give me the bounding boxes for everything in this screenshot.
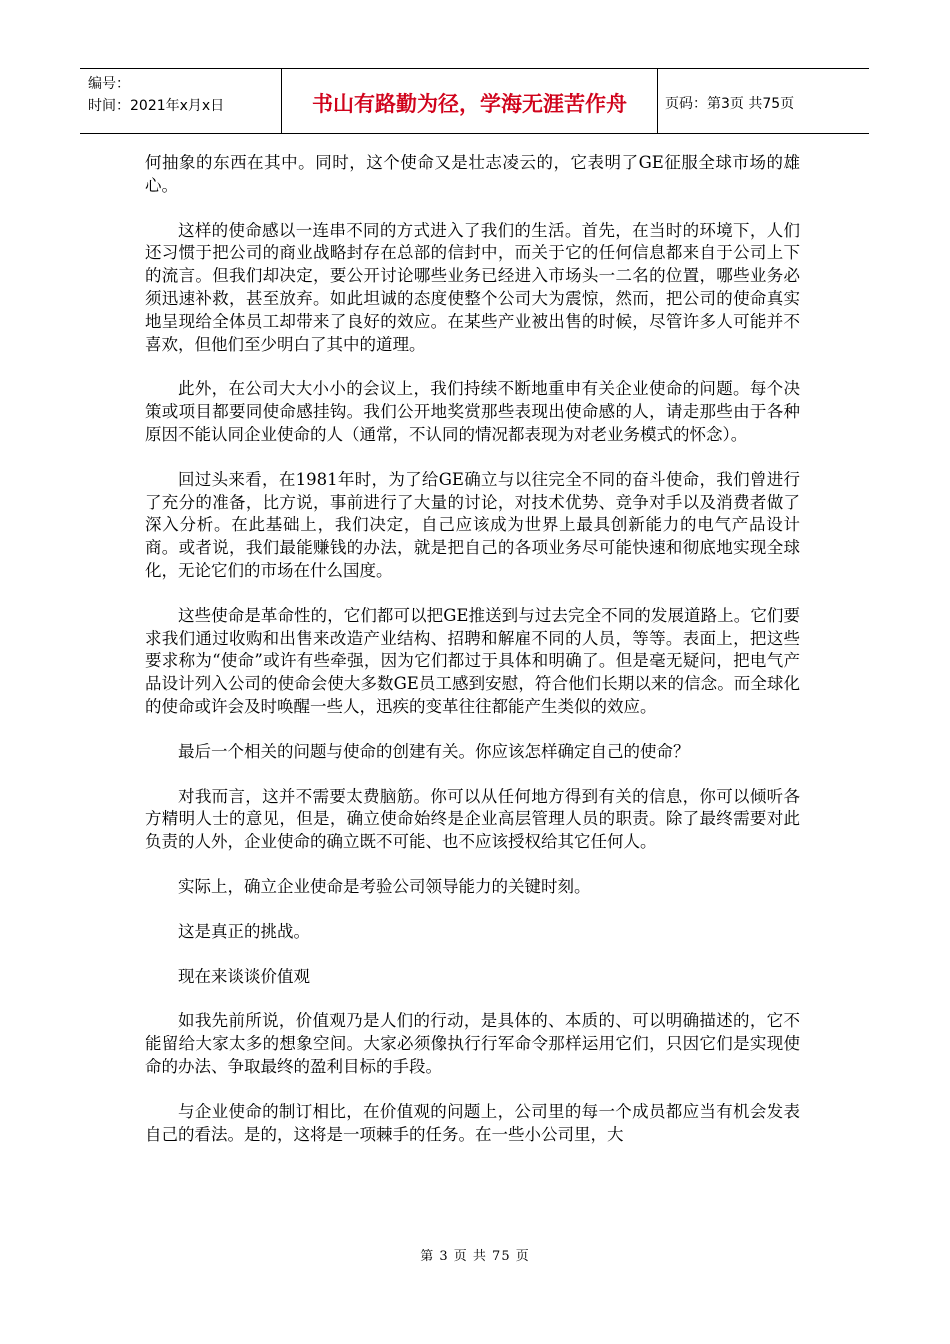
paragraph: 与企业使命的制订相比，在价值观的问题上，公司里的每一个成员都应当有机会发表自己的看法。是的，这将是一项棘手的任务。在一些小公司里，大 [145,1101,800,1144]
header-motto: 书山有路勤为径，学海无涯苦作舟 [282,69,658,133]
page-header [80,68,869,134]
paragraph: 实际上，确立企业使命是考验公司领导能力的关键时刻。 [178,876,591,896]
header-page-info: 页码：第3页 共75页 [665,96,795,112]
document-body [145,152,800,1168]
paragraph: 这样的使命感以一连串不同的方式进入了我们的生活。首先，在当时的环境下，人们还习惯于把公司的商业战略封存在总部的信封中，而关于它的任何信息都来自于公司上下的流言。但我们却决定，要公开讨论哪些业务已经进入市场头一二名的位置，哪些业务必须迅速补救，甚至放弃。如此坦诚的态度使整个公司大为震惊，然而，把公司的使命真实地呈现给全体员工却带来了良好的效应。在某些产业被出售的时候，尽管许多人可能并不喜欢，但他们至少明白了其中的道理。 [145,220,800,354]
paragraph: 这些使命是革命性的，它们都可以把GE推送到与过去完全不同的发展道路上。它们要求我们通过收购和出售来改造产业结构、招聘和解雇不同的人员，等等。表面上，把这些要求称为“使命”或许有些牵强，因为它们都过于具体和明确了。但是毫无疑问，把电气产品设计列入公司的使命会使大多数GE员工感到安慰，符合他们长期以来的信念。而全球化的使命或许会及时唤醒一些人，迅疾的变革往往都能产生类似的效应。 [145,605,800,716]
paragraph: 最后一个相关的问题与使命的创建有关。你应该怎样确定自己的使命？ [178,741,690,761]
page-footer: 第 3 页 共 75 页 [420,1249,530,1264]
document-date-label: 时间：2021年x月x日 [88,98,225,114]
paragraph: 如我先前所说，价值观乃是人们的行动，是具体的、本质的、可以明确描述的，它不能留给大家太多的想象空间。大家必须像执行行军命令那样运用它们，只因它们是实现使命的办法、争取最终的盈利目标的手段。 [145,1011,800,1076]
paragraph: 对我而言，这并不需要太费脑筋。你可以从任何地方得到有关的信息，你可以倾听各方精明人士的意见，但是，确立使命始终是企业高层管理人员的职责。除了最终需要对此负责的人外，企业使命的确立既不可能、也不应该授权给其它任何人。 [145,786,800,852]
paragraph: 这是真正的挑战。 [178,921,310,941]
paragraph: 此外，在公司大大小小的会议上，我们持续不断地重申有关企业使命的问题。每个决策或项目都要同使命感挂钩。我们公开地奖赏那些表现出使命感的人，请走那些由于各种原因不能认同企业使命的人（通常，不认同的情况都表现为对老业务模式的怀念）。 [145,379,800,444]
document-number-label: 编号： [88,76,130,92]
paragraph: 回过头来看，在1981年时，为了给GE确立与以往完全不同的奋斗使命，我们曾进行了充分的准备，比方说，事前进行了大量的讨论，对技术优势、竞争对手以及消费者做了深入分析。在此基础上，我们决定，自己应该成为世界上最具创新能力的电气产品设计商。或者说，我们最能赚钱的办法，就是把自己的各项业务尽可能快速和彻底地实现全球化，无论它们的市场在什么国度。 [145,469,800,580]
header-meta [80,69,282,133]
paragraph: 何抽象的东西在其中。同时，这个使命又是壮志凌云的，它表明了GE征服全球市场的雄心。 [145,153,800,195]
section-heading: 现在来谈谈价值观 [178,966,310,986]
